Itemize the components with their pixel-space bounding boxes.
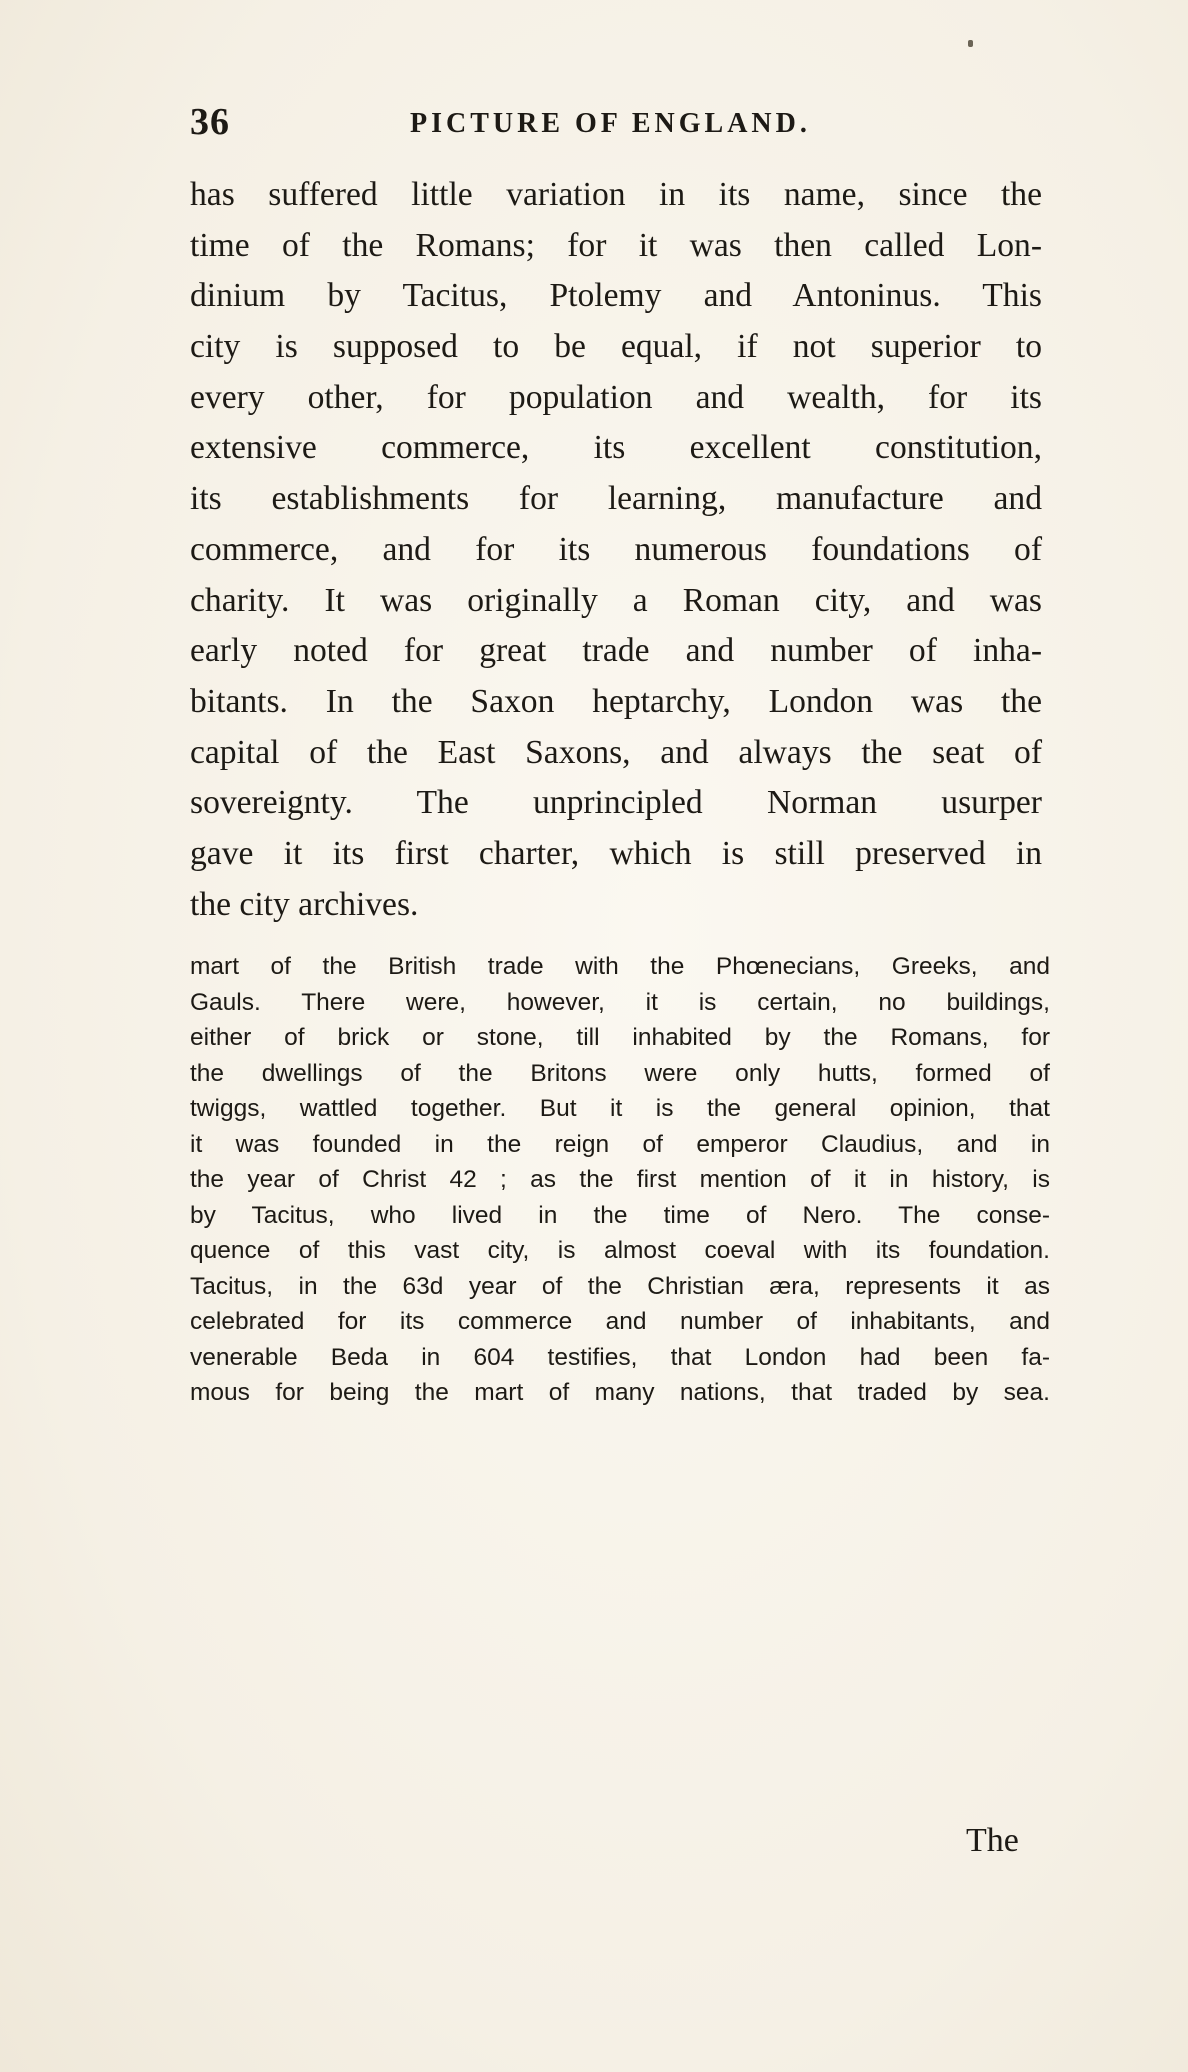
main-text-line: charity. It was originally a Roman city, and was: [190, 581, 1042, 619]
main-text-line: has suffered little variation in its name, since the: [190, 176, 1042, 213]
main-paragraph: [190, 170, 1042, 930]
main-text-line: early noted for great trade and number of inha-: [190, 632, 1042, 670]
footnote-line: mous for being the mart of many nations, that traded by sea.: [190, 1379, 1050, 1406]
footnote-line: celebrated for its commerce and number of inhabitants, and: [190, 1308, 1050, 1335]
footnote-line: quence of this vast city, is almost coeval with its foundation.: [190, 1237, 1050, 1264]
main-text-line: sovereignty. The unprincipled Norman usurper: [190, 784, 1042, 822]
main-text-line: time of the Romans; for it was then called Lon-: [190, 226, 1042, 264]
page-number: 36: [190, 101, 230, 143]
ink-speck: [968, 40, 973, 47]
footnote-line: it was founded in the reign of emperor Claudius, and in: [190, 1130, 1050, 1158]
catchword: The: [966, 1822, 1019, 1859]
main-text-line: capital of the East Saxons, and always the seat of: [190, 733, 1042, 771]
footnote-line: mart of the British trade with the Phœnecians, Greeks, and: [190, 953, 1050, 980]
main-text-line: every other, for population and wealth, for its: [190, 378, 1042, 416]
main-text-line: extensive commerce, its excellent constitution,: [190, 429, 1042, 467]
footnote-line: twiggs, wattled together. But it is the general opinion, that: [190, 1095, 1050, 1122]
main-text-line: bitants. In the Saxon heptarchy, London was the: [190, 682, 1042, 720]
footnote-line: venerable Beda in 604 testifies, that London had been fa-: [190, 1343, 1050, 1371]
running-title: PICTURE OF ENGLAND.: [410, 108, 811, 139]
main-text-line: commerce, and for its numerous foundations of: [190, 530, 1042, 568]
footnote-line: by Tacitus, who lived in the time of Nero. The conse-: [190, 1201, 1050, 1229]
main-text-line: city is supposed to be equal, if not superior to: [190, 328, 1042, 366]
main-text-line: gave it its first charter, which is still preserved in: [190, 834, 1042, 872]
footnote-line: Gauls. There were, however, it is certain, no buildings,: [190, 988, 1050, 1016]
footnote-line: the year of Christ 42 ; as the first mention of it in history, is: [190, 1166, 1050, 1193]
page-header: [190, 100, 1010, 150]
main-text-line: its establishments for learning, manufacture and: [190, 480, 1042, 518]
footnote-block: [190, 949, 1050, 1411]
main-text-line: dinium by Tacitus, Ptolemy and Antoninus. This: [190, 277, 1042, 315]
main-text-line: the city archives.: [190, 885, 419, 923]
footnote-line: Tacitus, in the 63d year of the Christian æra, represents it as: [190, 1272, 1050, 1300]
footnote-line: the dwellings of the Britons were only hutts, formed of: [190, 1059, 1050, 1087]
footnote-line: either of brick or stone, till inhabited by the Romans, for: [190, 1024, 1050, 1051]
